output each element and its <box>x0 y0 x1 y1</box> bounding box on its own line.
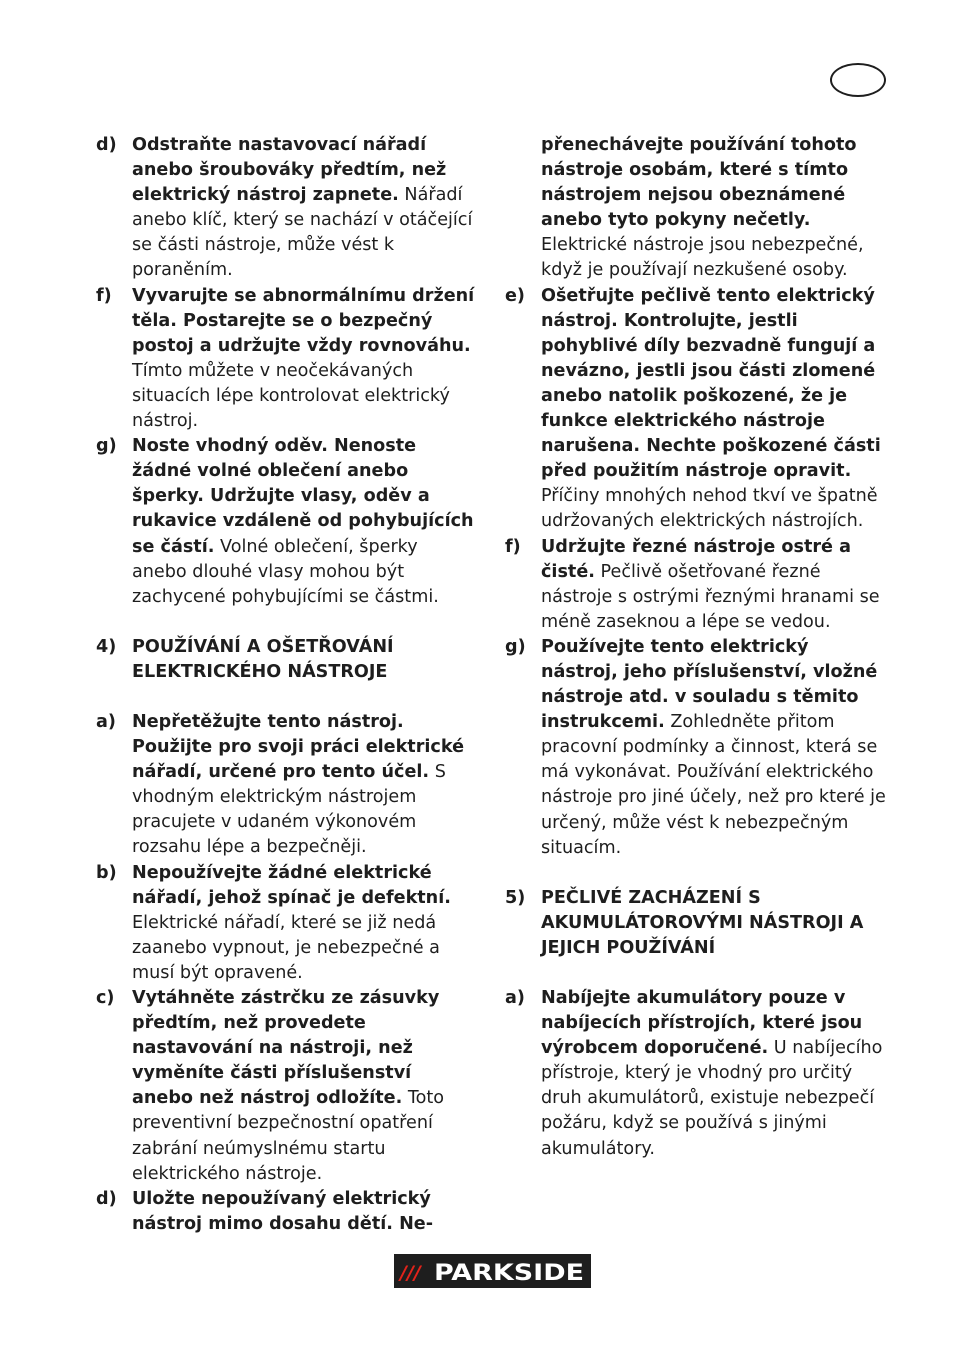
item-bold-text: Používejte tento elektrický nástroj, jeho příslušenství, vložné nástroje atd. v souladu s těmito instrukcemi. <box>541 636 878 733</box>
list-item <box>96 710 476 861</box>
section-title: POUŽÍVÁNÍ A OŠETŘOVÁNÍ ELEKTRICKÉHO NÁSTROJE <box>132 636 394 682</box>
section-number: 5) <box>505 887 526 908</box>
item-bold-text: Nepřetěžujte tento nástroj. Použijte pro svoji práci elektrické nářadí, určené pro tento účel. <box>132 711 465 783</box>
item-label: a) <box>96 711 116 732</box>
item-label: d) <box>96 135 117 155</box>
list-item <box>505 535 891 635</box>
list-item <box>96 284 476 435</box>
list-item <box>505 986 891 1162</box>
item-bold-text: Udržujte řezné nástroje ostré a čisté. <box>541 536 851 582</box>
item-label: g) <box>505 636 526 657</box>
item-bold-text: Noste vhodný oděv. Nenoste žádné volné oblečení anebo šperky. Udržujte vlasy, oděv a rukavice vzdáleně od pohybujících se částí. <box>132 436 474 557</box>
right-column <box>505 133 891 1162</box>
item-bold-text: přenechávejte používání tohoto nástroje osobám, které s tímto nástrojem nejsou obeznámené anebo tyto pokyny nečetly. <box>541 135 857 231</box>
logo-text: PARKSIDE <box>434 1261 584 1286</box>
list-item <box>96 1187 476 1237</box>
item-label: e) <box>505 285 525 306</box>
list-item <box>505 284 891 535</box>
item-text: Zohledněte přitom pracovní podmínky a činnost, která se má vykonávat. Používání elektrického nástroje pro jiné účely, než pro které je určený, může vést k nebezpečným situacím. <box>541 712 886 858</box>
item-text: Elektrické nástroje jsou nebezpečné, když je používají nezkušené osoby. <box>541 235 864 281</box>
item-label <box>505 133 541 284</box>
item-bold-text: Vyvarujte se abnormálnímu držení těla. Postarejte se o bezpečný postoj a udržujte vždy rovnováhu. <box>132 285 475 356</box>
language-badge <box>830 63 886 97</box>
list-item <box>96 861 476 986</box>
item-text: Elektrické nářadí, které se již nedá zaanebo vypnout, je nebezpečné a musí být opravené. <box>132 912 440 983</box>
item-label: a) <box>505 988 525 1008</box>
item-bold-text: Nepoužívejte žádné elektrické nářadí, jehož spínač je defektní. <box>132 862 451 908</box>
item-label: c) <box>96 988 115 1008</box>
item-bold-text: Uložte nepoužívaný elektrický nástroj mimo dosahu dětí. Ne- <box>132 1188 434 1234</box>
list-item <box>96 133 476 284</box>
item-text: Příčiny mnohých nehod tkví ve špatně udržovaných elektrických nástrojích. <box>541 486 878 532</box>
item-text: Volné oblečení, šperky anebo dlouhé vlasy mohou být zachycené pohybujícími se částmi. <box>132 536 439 607</box>
item-label: d) <box>96 1188 117 1209</box>
list-item <box>505 133 891 284</box>
section-heading <box>505 886 891 961</box>
logo-mark: /// <box>400 1262 421 1284</box>
item-text: Toto preventivní bezpečnostní opatření zabrání neúmyslnému startu elektrického nástroje. <box>132 1088 445 1184</box>
item-text: Pečlivě ošetřované řezné nástroje s ostrými řeznými hranami se méně zaseknou a lépe se vedou. <box>541 561 880 632</box>
list-item <box>96 434 476 610</box>
section-heading <box>96 635 476 685</box>
item-text: Nářadí anebo klíč, který se nachází v otáčející se části nástroje, může vést k poraněním. <box>132 185 473 281</box>
item-label: b) <box>96 862 117 883</box>
section-title: PEČLIVÉ ZACHÁZENÍ S AKUMULÁTOROVÝMI NÁSTROJI A JEJICH POUŽÍVÁNÍ <box>541 887 864 958</box>
item-label: f) <box>505 536 521 557</box>
parkside-logo <box>394 1254 591 1288</box>
item-bold-text: Ošetřujte pečlivě tento elektrický nástroj. Kontrolujte, jestli pohyblivé díly bezvadně fungují a nevázno, jestli jsou části zlomené anebo natolik poškozené, že je funkce elektrického nástroje narušena. Nechte poškozené části před použitím nástroje opravit. <box>541 285 881 482</box>
item-bold-text: Odstraňte nastavovací nářadí anebo šroubováky předtím, než elektrický nástroj zapnete. <box>132 135 447 206</box>
item-text: U nabíjecího přístroje, který je vhodný pro určitý druh akumulátorů, existuje nebezpečí požáru, když se používá s jinými akumulátory. <box>541 1038 883 1159</box>
list-item <box>505 635 891 861</box>
item-label: f) <box>96 285 112 306</box>
section-number: 4) <box>96 636 117 657</box>
item-text: S vhodným elektrickým nástrojem pracujete v udaném výkonovém rozsahu lépe a bezpečněji. <box>132 762 446 858</box>
left-column <box>96 133 476 1237</box>
item-bold-text: Vytáhněte zástrčku ze zásuvky předtím, než provedete nastavování na nástroji, než vyměníte části příslušenství anebo než nástroj odložíte. <box>132 988 440 1109</box>
item-label: g) <box>96 436 117 457</box>
item-bold-text: Nabíjejte akumulátory pouze v nabíjecích přístrojích, které jsou výrobcem doporučené. <box>541 988 863 1059</box>
list-item <box>96 986 476 1187</box>
item-text: Tímto můžete v neočekávaných situacích lépe kontrolovat elektrický nástroj. <box>132 360 450 432</box>
